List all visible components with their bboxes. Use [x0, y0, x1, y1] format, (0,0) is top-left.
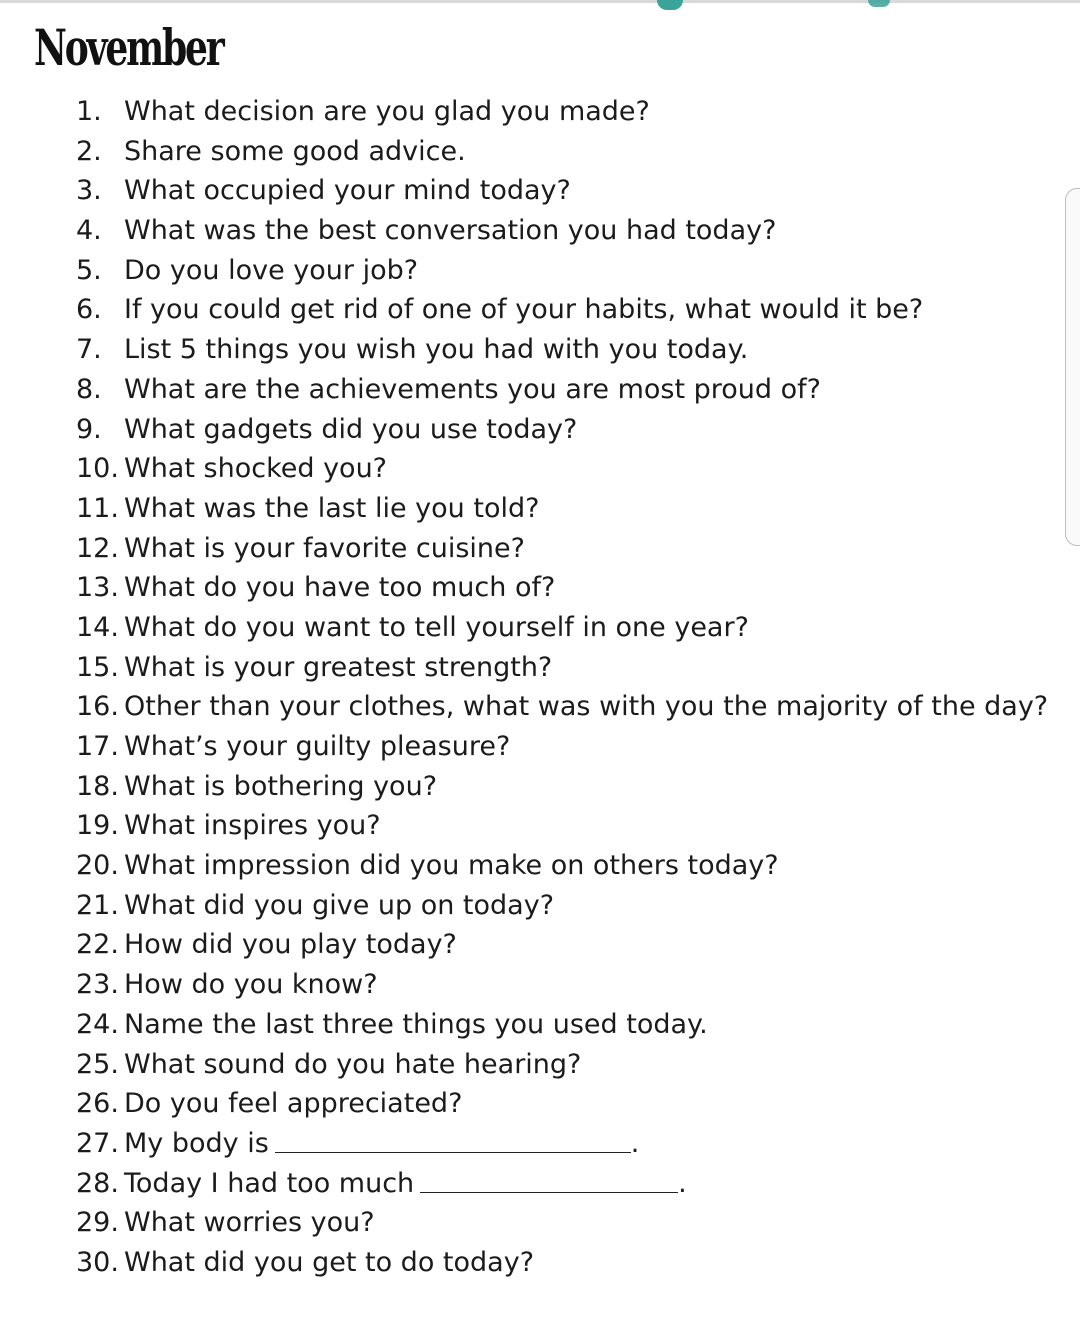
list-item [76, 767, 1048, 807]
item-text: Do you love your job? [124, 254, 419, 286]
item-text: Today I had too much [124, 1167, 415, 1199]
item-text: What decision are you glad you made? [124, 96, 650, 127]
item-text: My body is [124, 1127, 269, 1159]
item-text: What occupied your mind today? [124, 175, 571, 207]
item-number: 6. [76, 294, 102, 326]
list-item [76, 568, 1048, 608]
list-item [76, 211, 1048, 251]
item-text: What’s your guilty pleasure? [124, 731, 511, 762]
item-text: Do you feel appreciated? [124, 1088, 463, 1120]
item-text: What is your greatest strength? [124, 651, 553, 683]
item-text: What did you get to do today? [124, 1246, 535, 1278]
item-number: 1. [76, 96, 102, 127]
item-text: What do you have too much of? [124, 572, 556, 604]
item-text: What impression did you make on others today? [124, 850, 779, 882]
prompt-list [76, 92, 1048, 1283]
item-number: 9. [76, 413, 102, 445]
item-number: 29. [76, 1207, 119, 1239]
item-number: 14. [76, 611, 119, 643]
list-item [76, 648, 1048, 688]
list-item [76, 251, 1048, 291]
list-item [76, 370, 1048, 410]
item-text: Other than your clothes, what was with you the majority of the day? [124, 691, 1049, 723]
item-number: 4. [76, 215, 102, 247]
item-text: What gadgets did you use today? [124, 413, 578, 445]
item-number: 21. [76, 889, 119, 921]
item-number: 27. [76, 1127, 119, 1159]
list-item [76, 886, 1048, 926]
list-item [76, 687, 1048, 727]
list-item [76, 330, 1048, 370]
item-text-end: . [678, 1167, 687, 1199]
list-item [76, 1203, 1048, 1243]
item-text: How do you know? [124, 969, 378, 1001]
item-text: How did you play today? [124, 929, 457, 961]
list-item [76, 727, 1048, 767]
item-number: 22. [76, 929, 119, 961]
item-number: 3. [76, 175, 102, 207]
item-text: What shocked you? [124, 453, 388, 485]
item-number: 20. [76, 850, 119, 882]
list-item [76, 132, 1048, 172]
item-number: 8. [76, 373, 102, 405]
side-scroll-tab[interactable] [1065, 188, 1080, 546]
top-border-line [0, 0, 1080, 3]
list-item [76, 1243, 1048, 1283]
item-text: Name the last three things you used today. [124, 1008, 708, 1040]
item-text: Share some good advice. [124, 135, 466, 167]
item-number: 12. [76, 532, 119, 564]
list-item [76, 1164, 1048, 1204]
item-number: 5. [76, 254, 102, 286]
item-number: 28. [76, 1167, 119, 1199]
fill-in-blank [275, 1124, 631, 1153]
decorative-shape [657, 0, 683, 10]
item-text: What worries you? [124, 1207, 375, 1239]
item-text: What was the last lie you told? [124, 492, 540, 524]
list-item [76, 1045, 1048, 1085]
list-item [76, 410, 1048, 450]
item-number: 19. [76, 810, 119, 842]
fill-in-blank [420, 1164, 678, 1193]
list-item [76, 529, 1048, 569]
item-text: What sound do you hate hearing? [124, 1048, 582, 1080]
list-item [76, 290, 1048, 330]
list-item [76, 925, 1048, 965]
list-item [76, 1084, 1048, 1124]
list-item [76, 489, 1048, 529]
item-number: 7. [76, 334, 102, 366]
item-text: What inspires you? [124, 810, 381, 842]
list-item [76, 608, 1048, 648]
list-item [76, 1124, 1048, 1164]
item-text: What was the best conversation you had today? [124, 215, 777, 247]
list-item [76, 806, 1048, 846]
item-number: 11. [76, 492, 119, 524]
item-number: 13. [76, 572, 119, 604]
item-number: 15. [76, 651, 119, 683]
item-number: 30. [76, 1246, 119, 1278]
list-item [76, 846, 1048, 886]
item-text: List 5 things you wish you had with you today. [124, 334, 749, 366]
item-number: 25. [76, 1048, 119, 1080]
item-text: What is your favorite cuisine? [124, 532, 525, 564]
item-text: If you could get rid of one of your habits, what would it be? [124, 294, 924, 326]
item-number: 24. [76, 1008, 119, 1040]
decorative-shape [868, 0, 890, 7]
item-text: What do you want to tell yourself in one year? [124, 611, 749, 643]
page-title: November [34, 18, 223, 77]
item-number: 18. [76, 770, 119, 802]
item-text: What is bothering you? [124, 770, 438, 802]
item-text-end: . [630, 1127, 640, 1159]
list-item [76, 92, 1048, 132]
item-number: 17. [76, 731, 119, 762]
item-text: What did you give up on today? [124, 889, 555, 921]
item-number: 10. [76, 453, 119, 485]
list-item [76, 965, 1048, 1005]
list-item [76, 1005, 1048, 1045]
list-item [76, 171, 1048, 211]
item-number: 23. [76, 969, 119, 1001]
item-number: 2. [76, 135, 102, 167]
list-item [76, 449, 1048, 489]
item-number: 16. [76, 691, 119, 723]
item-text: What are the achievements you are most proud of? [124, 373, 821, 405]
item-number: 26. [76, 1088, 119, 1120]
